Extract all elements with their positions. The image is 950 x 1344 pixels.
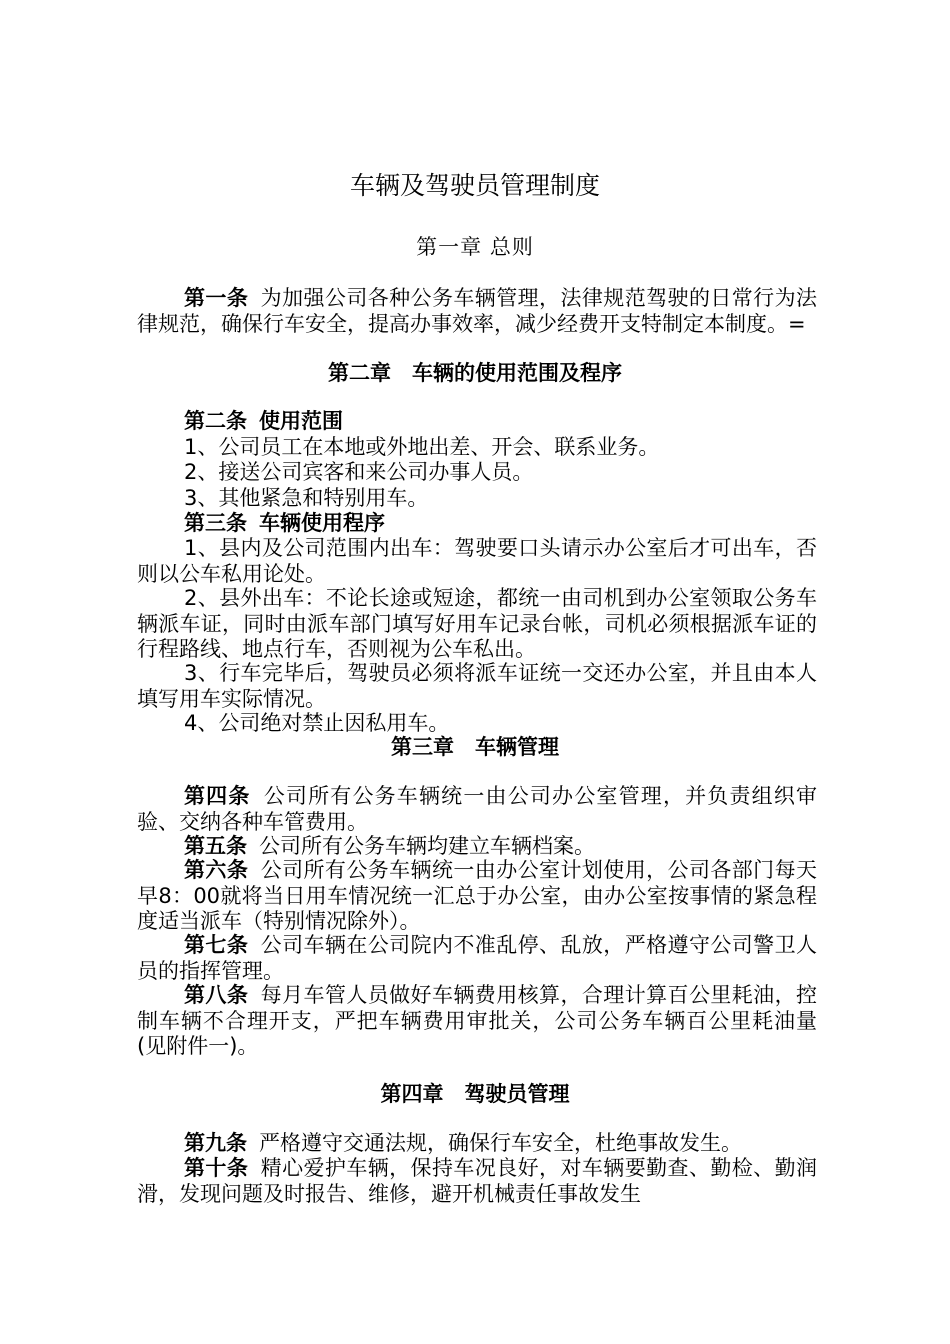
article-10: [137, 1156, 817, 1207]
article-1-text: 为加强公司各种公务车辆管理，法律规范驾驶的日常行为法律规范，确保行车安全，提高办事效率，减少经费开支特制定本制度。=: [137, 286, 818, 336]
article-5-label: 第五条: [184, 834, 247, 858]
article-3-item: 4、公司绝对禁止因私用车。: [184, 711, 450, 735]
article-2-item: 3、其他紧急和特别用车。: [184, 486, 429, 510]
article-9-text: 严格遵守交通法规，确保行车安全，杜绝事故发生。: [259, 1131, 742, 1155]
document-title: 车辆及驾驶员管理制度: [349, 171, 600, 200]
article-6-text: 公司所有公务车辆统一由办公室计划使用，公司各部门每天早8：00就将当日用车情况统一汇总于办公室，由办公室按事情的紧急程度适当派车（特别情况除外）。: [137, 858, 818, 934]
chapter-4-heading: 第四章 驾驶员管理: [380, 1082, 570, 1106]
article-8-label: 第八条: [184, 983, 249, 1007]
article-9-label: 第九条: [184, 1131, 247, 1155]
article-10-text: 精心爱护车辆，保持车况良好，对车辆要勤查、勤检、勤润滑，发现问题及时报告、维修，避开机械责任事故发生: [137, 1156, 818, 1206]
article-6: [137, 858, 817, 935]
chapter-2-heading: 第二章 车辆的使用范围及程序: [328, 361, 622, 385]
article-10-label: 第十条: [184, 1156, 249, 1180]
article-8: [137, 983, 817, 1060]
article-4-label: 第四条: [184, 784, 251, 808]
article-8-text: 每月车管人员做好车辆费用核算，合理计算百公里耗油，控制车辆不合理开支，严把车辆费用审批关，公司公务车辆百公里耗油量(见附件一)。: [137, 983, 818, 1059]
article-7-label: 第七条: [184, 933, 249, 957]
article-5-text: 公司所有公务车辆均建立车辆档案。: [259, 834, 595, 858]
chapter-3-heading: 第三章 车辆管理: [391, 735, 559, 759]
article-2-item: 1、公司员工在本地或外地出差、开会、联系业务。: [184, 435, 660, 459]
article-7-text: 公司车辆在公司院内不准乱停、乱放，严格遵守公司警卫人员的指挥管理。: [137, 933, 818, 983]
article-3-heading: [137, 511, 817, 537]
article-1-label: 第一条: [184, 286, 249, 310]
article-3-item: 2、县外出车：不论长途或短途，都统一由司机到办公室领取公务车辆派车证，同时由派车部门填写好用车记录台帐，司机必须根据派车证的行程路线、地点行车，否则视为公车私出。: [137, 586, 817, 662]
article-2-title: 使用范围: [259, 409, 343, 433]
article-9: [137, 1131, 817, 1157]
article-1: [137, 286, 817, 337]
article-2-item: 2、接送公司宾客和来公司办事人员。: [184, 460, 534, 484]
article-2-heading: [137, 409, 817, 435]
article-3-item: 3、行车完毕后，驾驶员必须将派车证统一交还办公室，并且由本人填写用车实际情况。: [137, 661, 817, 711]
article-3-title: 车辆使用程序: [259, 511, 385, 535]
article-2-label: 第二条: [184, 409, 247, 433]
article-4: [137, 784, 817, 835]
article-6-label: 第六条: [184, 858, 249, 882]
chapter-1-heading: 第一章 总则: [416, 235, 534, 259]
article-3-item: 1、县内及公司范围内出车：驾驶要口头请示办公室后才可出车，否则以公车私用论处。: [137, 536, 817, 586]
article-3-label: 第三条: [184, 511, 247, 535]
article-4-text: 公司所有公务车辆统一由公司办公室管理，并负责组织审验、交纳各种车管费用。: [137, 784, 818, 834]
article-5: [137, 834, 817, 860]
article-7: [137, 933, 817, 984]
